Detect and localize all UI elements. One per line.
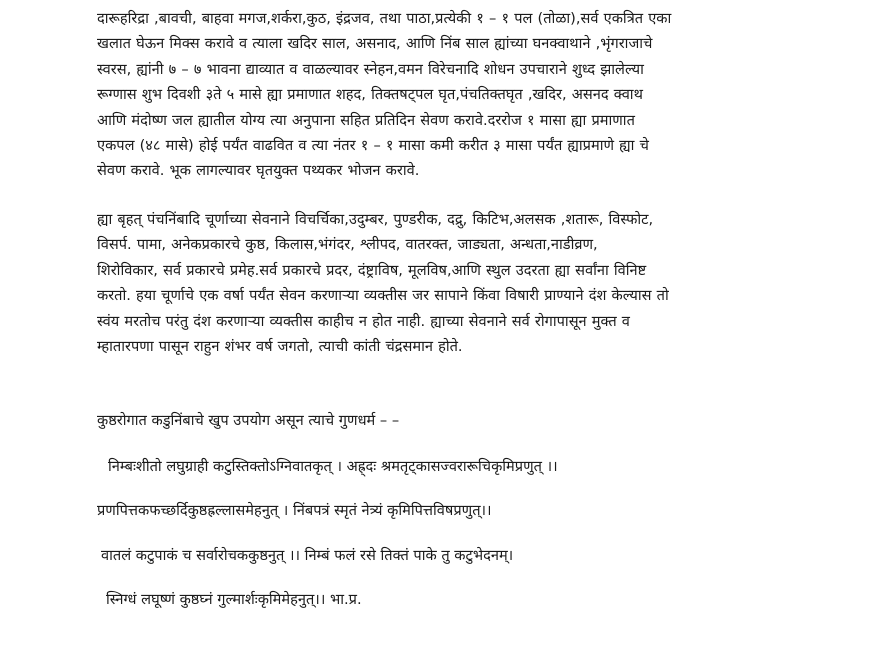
text-line: दारूहरिद्रा ,बावची, बाहवा मगज,शर्करा,कुठ, इंद्रजव, तथा पाठा,प्रत्येकी १ – १ पल (तोळा),सर्व एकत्रित एका [97,10,672,27]
text-line: स्वंय मरतोच परंतु दंश करणाऱ्या व्यक्तीस काहीच न होत नाही. ह्याच्या सेवनाने सर्व रोगापासून मुक्त व [97,312,630,330]
text-line: स्वरस, ह्यांनी ७ – ७ भावना द्याव्यात व वाळल्यावर स्नेहन,वमन विरेचनादि शोधन उपचाराने शुध्द झालेल्या [97,60,644,78]
text-line: म्हातारपणा पासून राहुन शंभर वर्ष जगतो, त्याची कांती चंद्रसमान होते. [97,338,463,356]
text-line: विसर्प. पामा, अनेकप्रकारचे कुष्ठ, किलास,भंगंदर, श्लीपद, वातरक्त, जाड्यता, अन्धता,नाडीव्रण, [97,236,598,254]
text-line: रूग्णास शुभ दिवशी ३ते ५ मासे ह्या प्रमाणात शहद, तिक्तषट्पल घृत,पंचतिक्तघृत ,खदिर, असनद क्वाथ [97,86,643,104]
sanskrit-verse: निम्बःशीतो लघुग्राही कटुस्तिक्तोऽग्निवातकृत् । अह्र्दः श्रमतृट्कासज्वरारूचिकृमिप्रणुत् ।। [108,458,558,475]
preparation-paragraph [97,6,797,184]
section-heading: कुष्ठरोगात कडुनिंबाचे खुप उपयोग असून त्याचे गुणधर्म – – [97,412,400,429]
text-line: खलात घेऊन मिक्स करावे व त्याला खदिर साल, असनाद, आणि निंब साल ह्यांच्या घनक्वाथाने ,भृंगराजाचे [97,35,653,53]
text-line: करतो. हया चूर्णाचे एक वर्षा पर्यंत सेवन करणाऱ्या व्यक्तीस जर सापाने किंवा विषारी प्राण्याने दंश केल्यास तो [97,287,669,305]
sanskrit-verse: स्निग्धं लघूष्णं कुष्ठघ्नं गुल्मार्शःकृमिमेहनुत्।। भा.प्र. [106,591,362,608]
text-line: शिरोविकार, सर्व प्रकारचे प्रमेह.सर्व प्रकारचे प्रदर, दंष्ट्राविष, मूलविष,आणि स्थुल उदरता ह्या सर्वांना विनिष्ट [97,261,647,279]
sanskrit-verse: प्रणपित्तकफच्छर्दिकुष्ठह्रल्लासमेहनुत् । निंबपत्रं स्मृतं नेत्र्यं कृमिपित्तविषप्रणुत्।। [97,502,492,519]
text-line: एकपल (४८ मासे) होई पर्यंत वाढवित व त्या नंतर १ – १ मासा कमी करीत ३ मासा पर्यंत ह्याप्रमाणे ह्या चे [97,137,649,155]
text-line: सेवण करावे. भूक लागल्यावर घृतयुक्त पथ्यकर भोजन करावे. [97,162,420,180]
benefits-paragraph [97,207,797,359]
text-line: आणि मंदोष्ण जल ह्यातील योग्य त्या अनुपाना सहित प्रतिदिन सेवण करावे.दररोज १ मासा ह्या प्रमाणात [97,111,635,129]
sanskrit-verse: वातलं कटुपाकं च सर्वारोचककुष्ठनुत् ।। निम्बं फलं रसे तिक्तं पाके तु कटुभेदनम्। [101,547,514,564]
text-line: ह्या बृहत् पंचनिंबादि चूर्णाच्या सेवनाने विचर्चिका,उदुम्बर, पुण्डरीक, दद्रु, किटिभ,अलसक ,शतारू, विस्फोट, [97,211,654,228]
